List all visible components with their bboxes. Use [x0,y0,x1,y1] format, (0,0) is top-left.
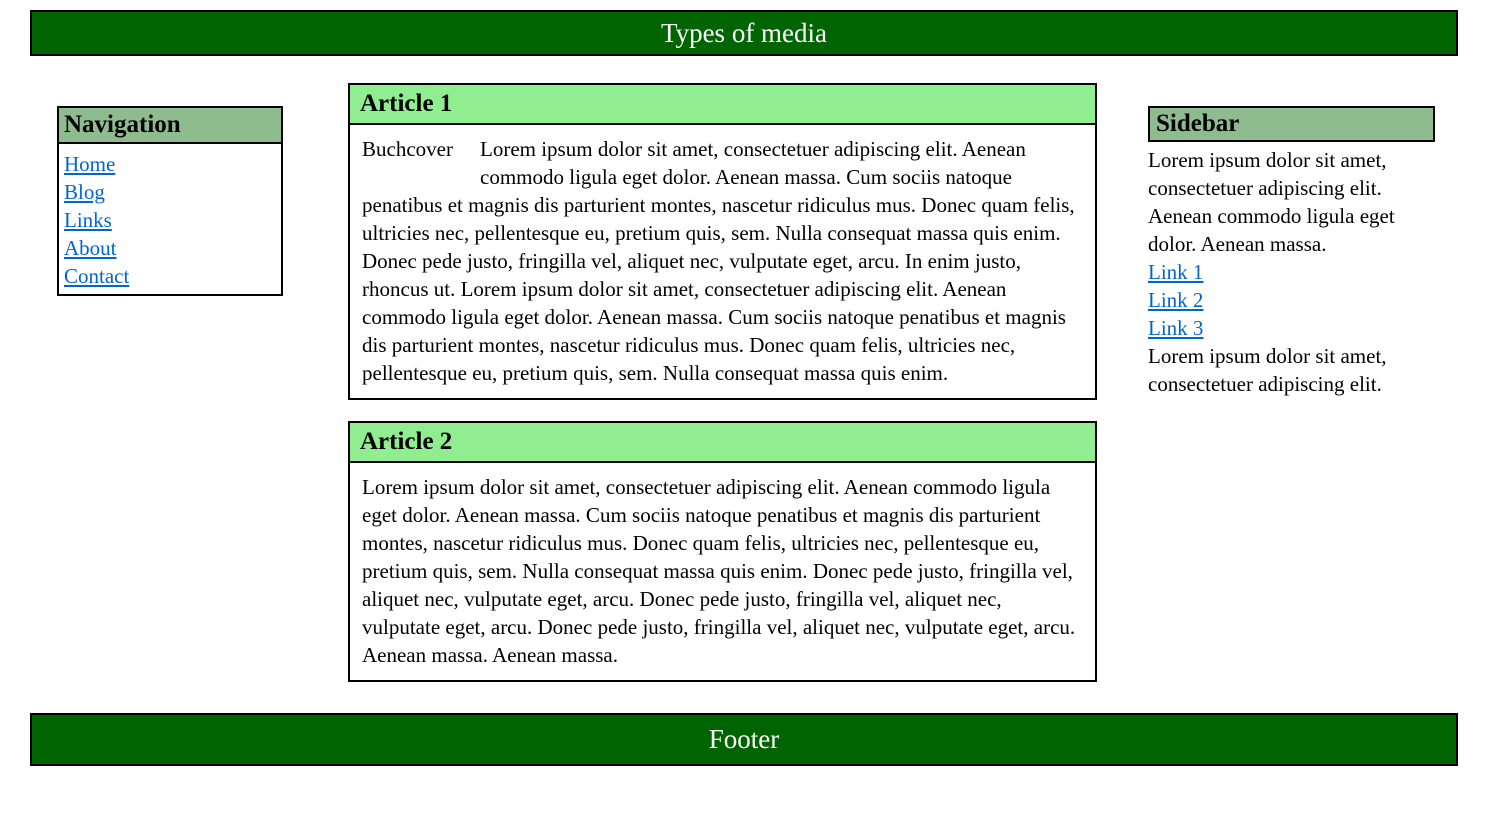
footer-label: Footer [708,724,780,754]
book-cover-image-placeholder: Buchcover [362,137,453,161]
content-area [30,83,1458,703]
sidebar-outro-text: Lorem ipsum dolor sit amet, consectetuer adipiscing elit. [1148,344,1387,396]
page-title: Types of media [660,18,828,48]
article-1 [348,83,1097,400]
article-1-text: Lorem ipsum dolor sit amet, consectetuer adipiscing elit. Aenean commodo ligula eget dolor. Aenean massa. Cum sociis natoque penatibus et magnis dis parturient montes, nascetur ridiculus mus. Donec quam felis, ultricies nec, pellentesque eu, pretium quis, sem. Nulla consequat massa quis enim. Donec pede justo, fringilla vel, aliquet nec, vulputate eget, arcu. In enim justo, rhoncus ut. Lorem ipsum dolor sit amet, consectetuer adipiscing elit. Aenean commodo ligula eget dolor. Aenean massa. Cum sociis natoque penatibus et magnis dis parturient montes, nascetur ridiculus mus. Donec quam felis, ultricies nec, pellentesque eu, pretium quis, sem. Nulla consequat massa quis enim. [362,137,1075,385]
nav-link-links[interactable]: Links [64,208,112,232]
sidebar-link-3[interactable]: Link 3 [1148,316,1204,340]
nav-link-contact[interactable]: Contact [64,264,130,288]
page-footer [30,713,1458,766]
navigation-panel [57,106,283,296]
nav-link-about[interactable]: About [64,236,117,260]
sidebar-heading: Sidebar [1148,106,1435,142]
sidebar-link-1[interactable]: Link 1 [1148,260,1204,284]
main-column [348,83,1097,703]
sidebar-panel [1148,106,1435,398]
article-2 [348,421,1097,682]
article-1-body [350,125,1095,398]
navigation-links [57,144,283,296]
nav-link-home[interactable]: Home [64,152,116,176]
article-2-text: Lorem ipsum dolor sit amet, consectetuer adipiscing elit. Aenean commodo ligula eget dolor. Aenean massa. Cum sociis natoque penatibus et magnis dis parturient montes, nascetur ridiculus mus. Donec quam felis, ultricies nec, pellentesque eu, pretium quis, sem. Nulla consequat massa quis enim. Donec pede justo, fringilla vel, aliquet nec, vulputate eget, arcu. Donec pede justo, fringilla vel, aliquet nec, vulputate eget, arcu. Donec pede justo, fringilla vel, aliquet nec, vulputate eget, arcu. Aenean massa. Aenean massa. [362,475,1076,667]
navigation-heading: Navigation [57,106,283,144]
sidebar-links [1148,258,1435,342]
article-2-body [350,463,1095,680]
nav-link-blog[interactable]: Blog [64,180,105,204]
article-1-heading: Article 1 [350,85,1095,125]
sidebar-link-2[interactable]: Link 2 [1148,288,1204,312]
article-2-heading: Article 2 [350,423,1095,463]
sidebar-intro-text: Lorem ipsum dolor sit amet, consectetuer adipiscing elit. Aenean commodo ligula eget dolor. Aenean massa. [1148,148,1395,256]
page-header [30,10,1458,56]
